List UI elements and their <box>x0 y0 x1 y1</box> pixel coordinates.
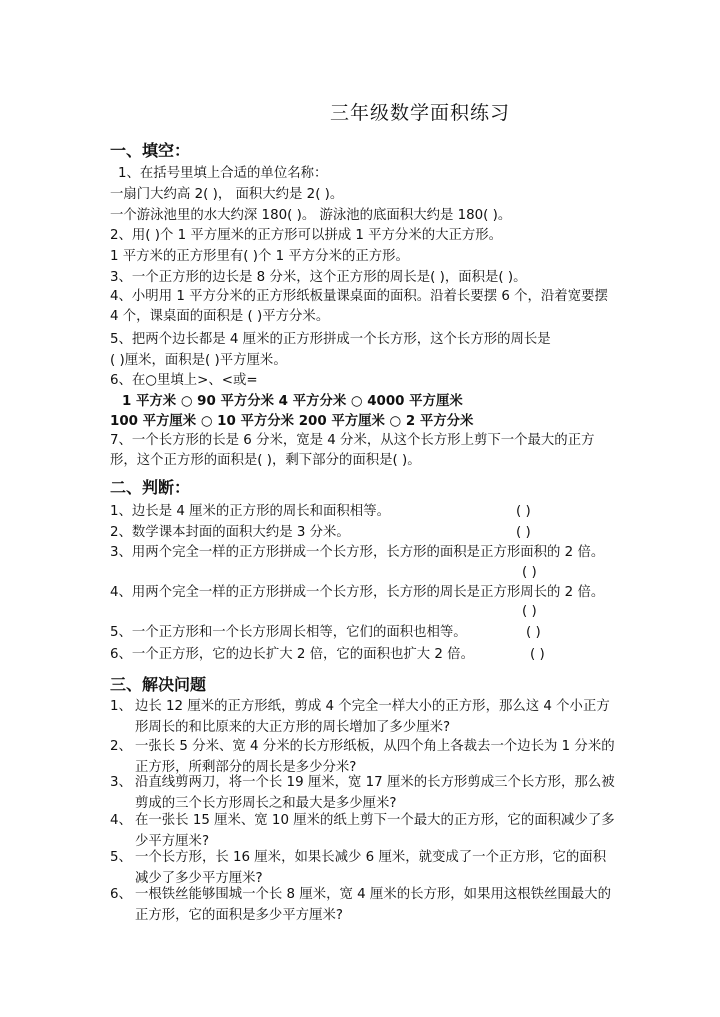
problem-3-text: 沿直线剪两刀，将一个长 19 厘米，宽 17 厘米的长方形剪成三个长方形，那么被剪成的三个长方形周长之和最大是多少厘米? <box>135 775 615 811</box>
question-1-intro: 1、在括号里填上合适的单位名称： <box>118 166 328 181</box>
question-5-line-1: 5、把两个边长都是 4 厘米的正方形拼成一个长方形，这个长方形的周长是 <box>110 332 551 347</box>
page-title: 三年级数学面积练习 <box>329 102 510 124</box>
question-2-line-1: 2、用( )个 1 平方厘米的正方形可以拼成 1 平方分米的大正方形。 <box>110 228 503 243</box>
judge-3: 3、用两个完全一样的正方形拼成一个长方形，长方形的面积是正方形面积的 2 倍。 <box>110 545 605 560</box>
problem-1-number: 1、 <box>110 699 132 714</box>
section-heading-fill-blank: 一、填空： <box>110 141 191 160</box>
judge-4-answer-paren: ( ) <box>522 604 537 619</box>
problem-6-text: 一根铁丝能够围城一个长 8 厘米，宽 4 厘米的长方形，如果用这根铁丝围最大的正方形，它的面积是多少平方厘米? <box>135 887 611 923</box>
question-5-line-2: ( )厘米，面积是( )平方厘米。 <box>110 353 287 368</box>
problem-3-number: 3、 <box>110 775 132 790</box>
problem-5-text: 一个长方形，长 16 厘米，如果长减少 6 厘米，就变成了一个正方形，它的面积减少了多少平方厘米? <box>135 850 607 886</box>
judge-1-answer-paren: ( ) <box>516 504 531 519</box>
judge-2-answer-paren: ( ) <box>516 525 531 540</box>
problem-4 <box>110 811 616 852</box>
judge-6-answer-paren: ( ) <box>530 647 545 662</box>
judge-5-answer-paren: ( ) <box>526 625 541 640</box>
problem-1 <box>110 697 616 738</box>
problem-6-number: 6、 <box>110 887 132 902</box>
problem-5 <box>110 848 616 889</box>
judge-4: 4、用两个完全一样的正方形拼成一个长方形，长方形的周长是正方形周长的 2 倍。 <box>110 585 605 600</box>
question-6-row-1: 1 平方米 ○ 90 平方分米 4 平方分米 ○ 4000 平方厘米 <box>122 394 463 409</box>
question-1-line-1: 一扇门大约高 2( )， 面积大约是 2( )。 <box>110 187 344 202</box>
section-heading-judge: 二、判断： <box>110 478 191 497</box>
section-heading-problems: 三、解决问题 <box>110 675 207 694</box>
question-1-line-2: 一个游泳池里的水大约深 180( )。 游泳池的底面积大约是 180( )。 <box>110 208 512 223</box>
problem-2 <box>110 737 616 778</box>
question-6-row-2: 100 平方厘米 ○ 10 平方分米 200 平方厘米 ○ 2 平方分米 <box>110 414 474 429</box>
question-4: 4、小明用 1 平方分米的正方形纸板量课桌面的面积。沿着长要摆 6 个，沿着宽要摆 4 个，课桌面的面积是 ( )平方分米。 <box>110 289 608 324</box>
problem-1-text: 边长 12 厘米的正方形纸，剪成 4 个完全一样大小的正方形，那么这 4 个小正方形周长的和比原来的大正方形的周长增加了多少厘米? <box>135 699 610 735</box>
problem-3 <box>110 773 616 814</box>
problem-2-text: 一张长 5 分米、宽 4 分米的长方形纸板，从四个角上各裁去一个边长为 1 分米的正方形，所剩部分的周长是多少分米? <box>135 739 615 775</box>
judge-1: 1、边长是 4 厘米的正方形的周长和面积相等。 <box>110 504 390 519</box>
judge-6: 6、一个正方形，它的边长扩大 2 倍，它的面积也扩大 2 倍。 <box>110 647 474 662</box>
problem-6 <box>110 885 616 926</box>
judge-2: 2、数学课本封面的面积大约是 3 分米。 <box>110 525 350 540</box>
problem-5-number: 5、 <box>110 850 132 865</box>
problem-4-number: 4、 <box>110 813 132 828</box>
question-3: 3、一个正方形的边长是 8 分米，这个正方形的周长是( )，面积是( )。 <box>110 270 527 285</box>
question-2-line-2: 1 平方米的正方形里有( )个 1 平方分米的正方形。 <box>110 249 409 264</box>
question-6-intro: 6、在○里填上>、<或= <box>110 373 258 388</box>
problem-4-text: 在一张长 15 厘米、宽 10 厘米的纸上剪下一个最大的正方形，它的面积减少了多少平方厘米? <box>135 813 615 849</box>
question-7: 7、一个长方形的长是 6 分米，宽是 4 分米，从这个长方形上剪下一个最大的正方形，这个正方形的面积是( )，剩下部分的面积是( )。 <box>110 433 595 468</box>
judge-5: 5、一个正方形和一个长方形周长相等，它们的面积也相等。 <box>110 625 467 640</box>
judge-3-answer-paren: ( ) <box>522 565 537 580</box>
problem-2-number: 2、 <box>110 739 132 754</box>
